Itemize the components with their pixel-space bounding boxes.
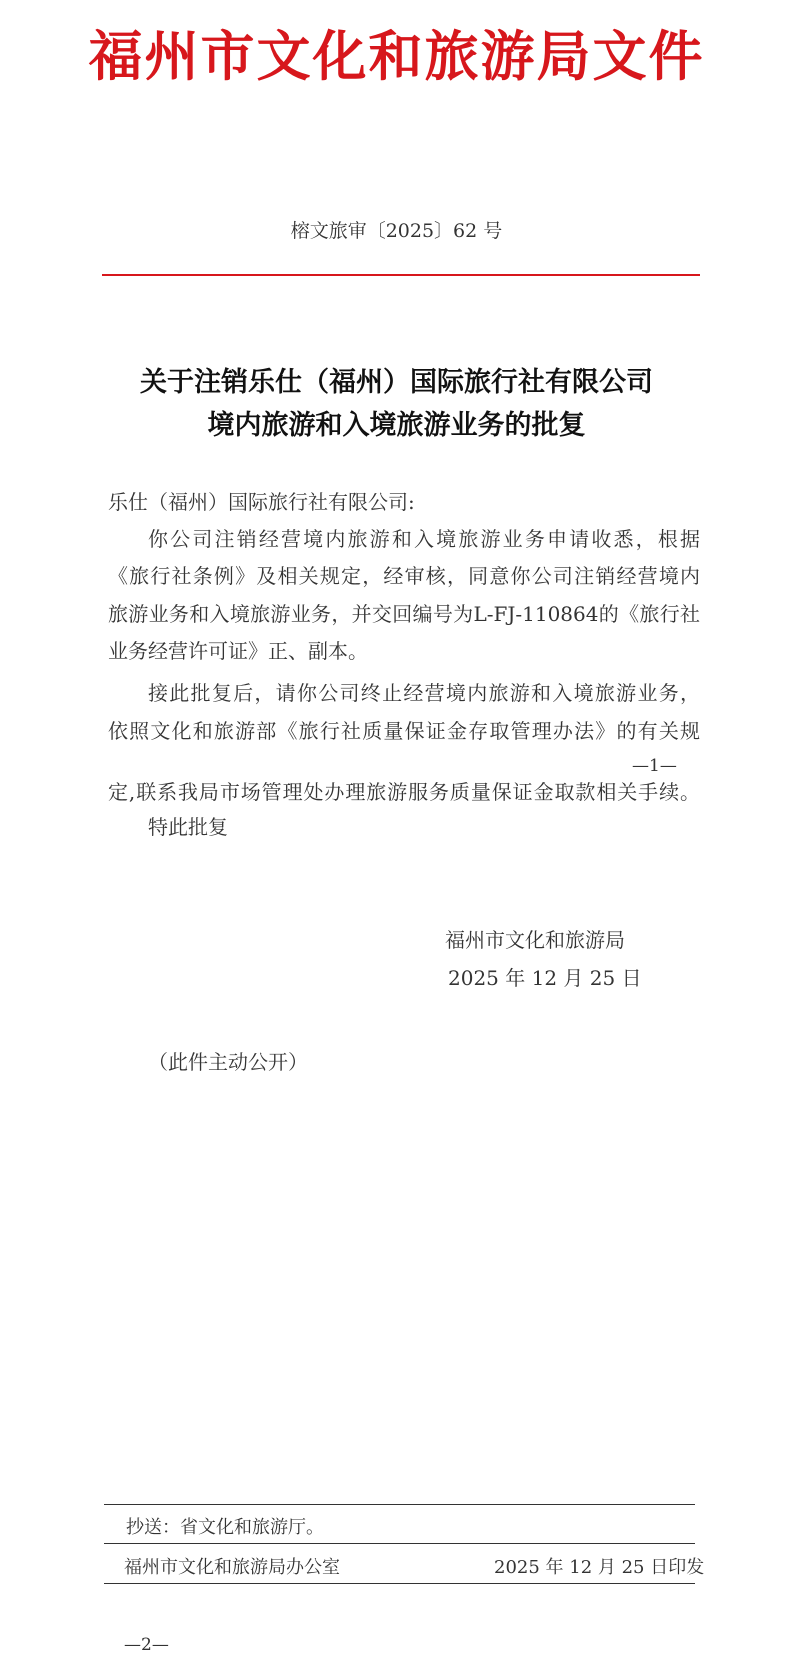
signature-date: 2025 年 12 月 25 日 (448, 966, 642, 990)
issuing-office: 福州市文化和旅游局办公室 (124, 1557, 340, 1578)
masthead-title: 福州市文化和旅游局文件 (88, 24, 705, 88)
paragraph-2-line-1: 接此批复后，请你公司终止经营境内旅游和入境旅游业务， (148, 681, 700, 705)
paragraph-1-line-4: 业务经营许可证》正、副本。 (108, 639, 368, 663)
red-divider-line (102, 274, 700, 276)
page-number-1: —1— (632, 756, 677, 776)
page-number-2: —2— (124, 1635, 169, 1655)
paragraph-2-line-3: 定,联系我局市场管理处办理旅游服务质量保证金取款相关手续。 (108, 780, 700, 804)
paragraph-1-line-1: 你公司注销经营境内旅游和入境旅游业务申请收悉，根据 (148, 527, 700, 551)
footer-rule-top (104, 1504, 695, 1505)
document-number: 榕文旅审〔2025〕62 号 (290, 220, 503, 242)
footer-rule-middle (104, 1543, 695, 1544)
disclosure-note: （此件主动公开） (148, 1050, 308, 1074)
issue-date: 2025 年 12 月 25 日印发 (494, 1557, 705, 1578)
recipient-line: 乐仕（福州）国际旅行社有限公司: (108, 490, 415, 514)
document-title-line-1: 关于注销乐仕（福州）国际旅行社有限公司 (140, 367, 653, 398)
paragraph-1-line-2: 《旅行社条例》及相关规定，经审核，同意你公司注销经营境内 (108, 564, 700, 588)
footer-rule-bottom (104, 1583, 695, 1584)
signature-organization: 福州市文化和旅游局 (445, 928, 625, 952)
paragraph-2-line-2: 依照文化和旅游部《旅行社质量保证金存取管理办法》的有关规 (108, 719, 700, 743)
cc-line: 抄送：省文化和旅游厅。 (126, 1517, 324, 1538)
paragraph-1-line-3: 旅游业务和入境旅游业务，并交回编号为L-FJ-110864的《旅行社 (108, 602, 700, 626)
closing-phrase: 特此批复 (148, 815, 228, 839)
document-title-line-2: 境内旅游和入境旅游业务的批复 (207, 410, 586, 441)
